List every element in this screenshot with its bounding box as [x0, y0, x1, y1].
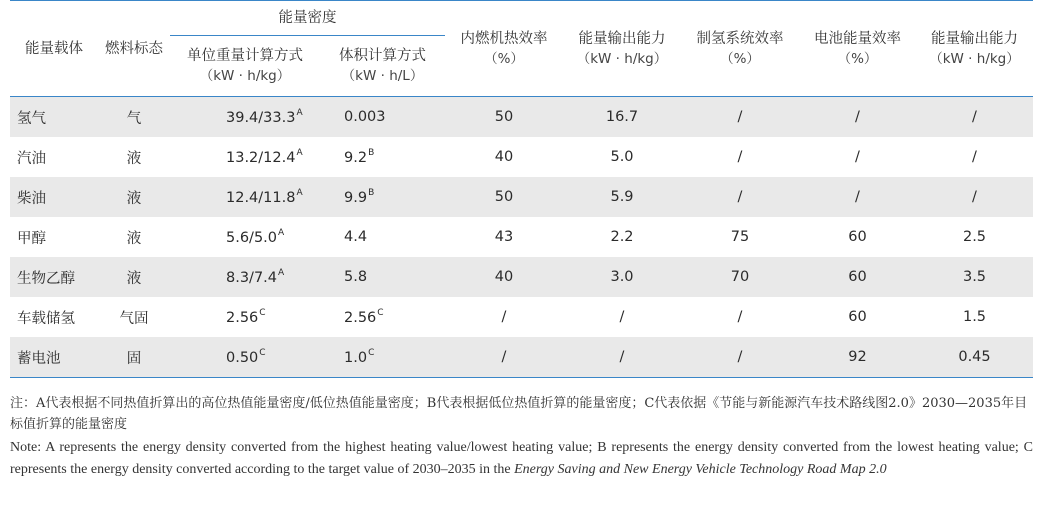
cell-fuel-state: [98, 297, 170, 337]
cell-carrier: [10, 137, 98, 177]
header-output-capacity-2-unit: （kW · h/kg）: [929, 50, 1020, 67]
header-fuel-state: 燃料标态: [98, 1, 170, 97]
cell-h2-efficiency-value: /: [737, 109, 743, 125]
cell-battery-efficiency-value: /: [855, 109, 860, 125]
cell-fuel-state-value: 液: [126, 270, 142, 287]
cell-volume-density: [320, 257, 445, 297]
table-row: [10, 137, 1033, 177]
cell-output-capacity-1-value: 16.7: [605, 109, 639, 125]
cell-mass-density: [170, 97, 320, 138]
cell-fuel-state: [98, 177, 170, 217]
cell-output-capacity-1-value: /: [619, 349, 625, 365]
cell-h2-efficiency-value: /: [737, 189, 743, 205]
cell-battery-efficiency-value: /: [855, 149, 860, 165]
cell-mass-density-value: 39.4/33.3: [226, 110, 296, 126]
footnote-marker: A: [296, 148, 303, 158]
note-english-roadmap-title: Energy Saving and New Energy Vehicle Technology Road Map 2.0: [514, 462, 887, 477]
cell-carrier-value: 车载储氢: [17, 310, 75, 327]
header-h2-system-efficiency: [681, 1, 799, 97]
header-battery-efficiency-unit: （%）: [837, 50, 878, 67]
cell-output-capacity-1: [563, 337, 681, 378]
cell-output-capacity-2: [916, 217, 1033, 257]
cell-fuel-state: [98, 217, 170, 257]
footnote-marker: C: [368, 348, 375, 358]
cell-mass-density: [170, 217, 320, 257]
cell-fuel-state-value: 液: [126, 190, 142, 207]
cell-volume-density: [320, 217, 445, 257]
cell-fuel-state: [98, 137, 170, 177]
cell-mass-density-value: 12.4/11.8: [226, 190, 296, 206]
cell-output-capacity-1: [563, 257, 681, 297]
cell-ice-efficiency: [445, 97, 563, 138]
cell-ice-efficiency-value: /: [501, 309, 507, 325]
cell-carrier: [10, 337, 98, 378]
header-output-capacity-1-label: 能量输出能力: [578, 30, 666, 47]
cell-battery-efficiency: [799, 217, 916, 257]
table-row: [10, 177, 1033, 217]
header-ice-efficiency: [445, 1, 563, 97]
note-english-text: Note: A represents the energy density converted from the highest heating value/lowest heating value; B represents the energy density converted from the lowest heating value; C represents the energy density converted according to the target value of 2030–2035 in the: [10, 440, 1033, 477]
cell-fuel-state-value: 液: [126, 230, 142, 247]
header-carrier: 能量载体: [10, 1, 98, 97]
footnote-marker: B: [368, 148, 375, 158]
header-output-capacity-2: [916, 1, 1033, 97]
cell-battery-efficiency: [799, 337, 916, 378]
cell-fuel-state-value: 气: [126, 110, 142, 127]
cell-carrier-value: 甲醇: [17, 230, 46, 247]
cell-h2-efficiency-value: /: [737, 309, 743, 325]
cell-mass-density-value: 13.2/12.4: [226, 150, 296, 166]
header-mass-basis-label: 单位重量计算方式: [187, 48, 303, 64]
cell-mass-density: [170, 257, 320, 297]
header-output-capacity-1: [563, 1, 681, 97]
header-battery-efficiency-label: 电池能量效率: [814, 30, 901, 47]
footnote-marker: C: [259, 348, 266, 358]
cell-battery-efficiency-value: 60: [848, 269, 867, 285]
cell-carrier-value: 蓄电池: [17, 350, 61, 367]
cell-h2-efficiency: [681, 297, 799, 337]
cell-ice-efficiency-value: 40: [494, 149, 514, 165]
cell-fuel-state-value: 液: [126, 150, 142, 167]
cell-output-capacity-1: [563, 97, 681, 138]
cell-battery-efficiency: [799, 257, 916, 297]
cell-carrier: [10, 297, 98, 337]
table-row: [10, 257, 1033, 297]
cell-ice-efficiency: [445, 257, 563, 297]
table-row: [10, 217, 1033, 257]
cell-ice-efficiency: [445, 297, 563, 337]
cell-volume-density: [320, 297, 445, 337]
cell-mass-density-value: 8.3/7.4: [226, 270, 278, 286]
footnote-marker: A: [296, 108, 303, 118]
table-body: [10, 97, 1033, 378]
cell-output-capacity-2-value: 1.5: [962, 309, 987, 325]
cell-volume-density-value: 4.4: [344, 229, 368, 245]
energy-table-container: [10, 0, 1033, 378]
cell-battery-efficiency: [799, 177, 916, 217]
header-mass-basis: [170, 36, 320, 97]
cell-carrier-value: 柴油: [17, 190, 46, 207]
cell-output-capacity-1-value: 2.2: [610, 229, 634, 245]
cell-h2-efficiency: [681, 97, 799, 138]
cell-output-capacity-1: [563, 177, 681, 217]
cell-output-capacity-1: [563, 297, 681, 337]
table-row: [10, 297, 1033, 337]
cell-carrier: [10, 97, 98, 138]
header-volume-basis-unit: （kW · h/L）: [341, 68, 424, 84]
header-mass-basis-unit: （kW · h/kg）: [199, 68, 291, 84]
cell-ice-efficiency-value: 40: [494, 269, 514, 285]
table-row: [10, 97, 1033, 138]
cell-battery-efficiency-value: 60: [848, 229, 867, 245]
cell-h2-efficiency-value: 75: [730, 229, 750, 245]
cell-output-capacity-2: [916, 97, 1033, 138]
cell-carrier: [10, 177, 98, 217]
footnote-marker: B: [368, 188, 375, 198]
cell-h2-efficiency-value: /: [737, 349, 743, 365]
cell-volume-density: [320, 97, 445, 138]
cell-carrier: [10, 217, 98, 257]
header-volume-basis-label: 体积计算方式: [339, 48, 426, 64]
cell-carrier-value: 汽油: [17, 150, 46, 167]
header-battery-efficiency: [799, 1, 916, 97]
cell-h2-efficiency: [681, 137, 799, 177]
cell-h2-efficiency: [681, 257, 799, 297]
header-output-capacity-2-label: 能量输出能力: [931, 30, 1018, 47]
cell-output-capacity-1-value: /: [619, 309, 625, 325]
cell-output-capacity-2: [916, 137, 1033, 177]
cell-battery-efficiency: [799, 97, 916, 138]
footnote-marker: A: [296, 188, 303, 198]
cell-fuel-state-value: 固: [126, 350, 142, 367]
header-ice-efficiency-label: 内燃机热效率: [460, 30, 548, 47]
cell-volume-density-value: 0.003: [344, 109, 386, 125]
cell-output-capacity-1: [563, 217, 681, 257]
footnote-marker: C: [259, 308, 266, 318]
cell-h2-efficiency: [681, 337, 799, 378]
cell-volume-density-value: 9.9: [344, 190, 368, 206]
cell-output-capacity-2-value: /: [972, 189, 977, 205]
energy-carrier-table: [10, 0, 1033, 378]
cell-volume-density: [320, 137, 445, 177]
cell-output-capacity-2-value: /: [972, 109, 977, 125]
header-volume-basis: [320, 36, 445, 97]
cell-output-capacity-2-value: 0.45: [958, 349, 991, 365]
cell-carrier-value: 生物乙醇: [17, 270, 75, 287]
cell-volume-density-value: 5.8: [344, 269, 368, 285]
cell-output-capacity-1-value: 5.0: [610, 149, 634, 165]
cell-battery-efficiency-value: 60: [848, 309, 867, 325]
cell-h2-efficiency: [681, 177, 799, 217]
table-row: [10, 337, 1033, 378]
cell-volume-density-value: 9.2: [344, 150, 368, 166]
cell-output-capacity-2-value: 2.5: [962, 229, 987, 245]
note-english: [10, 437, 1033, 481]
cell-h2-efficiency-value: 70: [730, 269, 750, 285]
cell-volume-density-value: 1.0: [344, 350, 368, 366]
header-h2-efficiency-unit: （%）: [720, 50, 760, 67]
cell-output-capacity-2: [916, 177, 1033, 217]
header-output-capacity-1-unit: （kW · h/kg）: [576, 50, 668, 67]
cell-output-capacity-2: [916, 337, 1033, 378]
cell-ice-efficiency: [445, 177, 563, 217]
cell-output-capacity-1: [563, 137, 681, 177]
cell-output-capacity-2: [916, 297, 1033, 337]
cell-mass-density: [170, 137, 320, 177]
cell-ice-efficiency-value: 43: [494, 229, 514, 245]
cell-volume-density: [320, 177, 445, 217]
cell-output-capacity-2: [916, 257, 1033, 297]
cell-battery-efficiency: [799, 297, 916, 337]
cell-ice-efficiency-value: 50: [494, 189, 514, 205]
footnote-marker: A: [278, 268, 285, 278]
cell-battery-efficiency-value: /: [855, 189, 860, 205]
cell-output-capacity-2-value: 3.5: [962, 269, 987, 285]
cell-fuel-state: [98, 257, 170, 297]
table-header: [10, 1, 1033, 97]
cell-battery-efficiency-value: 92: [848, 349, 867, 365]
cell-volume-density: [320, 337, 445, 378]
cell-carrier: [10, 257, 98, 297]
cell-ice-efficiency: [445, 217, 563, 257]
cell-output-capacity-2-value: /: [972, 149, 977, 165]
cell-output-capacity-1-value: 5.9: [610, 189, 634, 205]
cell-carrier-value: 氢气: [17, 110, 46, 127]
cell-h2-efficiency-value: /: [737, 149, 743, 165]
cell-mass-density-value: 2.56: [226, 310, 259, 326]
cell-mass-density-value: 5.6/5.0: [226, 230, 278, 246]
cell-fuel-state: [98, 337, 170, 378]
cell-fuel-state-value: 气固: [119, 310, 149, 327]
footnote-marker: A: [278, 228, 285, 238]
cell-ice-efficiency: [445, 337, 563, 378]
cell-fuel-state: [98, 97, 170, 138]
note-chinese: 注：A代表根据不同热值折算出的高位热值能量密度/低位热值能量密度；B代表根据低位热值折算的能量密度；C代表依据《节能与新能源汽车技术路线图2.0》2030—2035年目标值折算的能量密度: [10, 396, 1028, 432]
cell-ice-efficiency-value: 50: [494, 109, 514, 125]
cell-mass-density-value: 0.50: [226, 350, 259, 366]
cell-output-capacity-1-value: 3.0: [610, 269, 634, 285]
cell-mass-density: [170, 337, 320, 378]
cell-volume-density-value: 2.56: [344, 310, 377, 326]
header-energy-density: 能量密度: [170, 1, 445, 36]
footnote-marker: C: [377, 308, 384, 318]
cell-mass-density: [170, 297, 320, 337]
header-ice-efficiency-unit: （%）: [484, 50, 524, 67]
cell-mass-density: [170, 177, 320, 217]
cell-ice-efficiency-value: /: [501, 349, 507, 365]
cell-ice-efficiency: [445, 137, 563, 177]
cell-h2-efficiency: [681, 217, 799, 257]
header-h2-efficiency-label: 制氢系统效率: [696, 30, 784, 47]
cell-battery-efficiency: [799, 137, 916, 177]
